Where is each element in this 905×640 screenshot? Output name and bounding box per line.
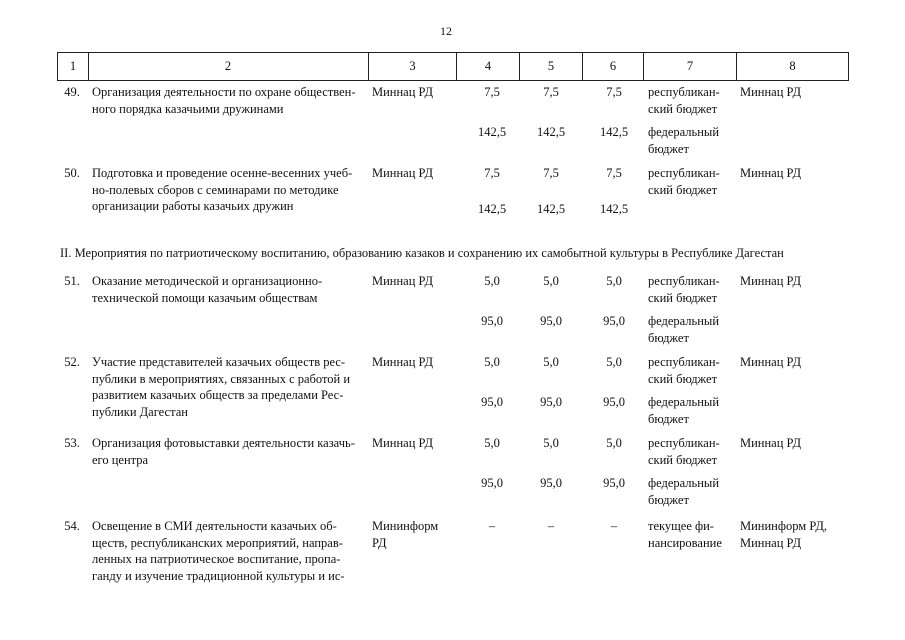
row-value-col6: 142,5 <box>599 125 629 139</box>
row-value-col4: 95,0 <box>481 395 503 409</box>
row-value-col5: – <box>547 519 555 533</box>
row-description-line: его центра <box>92 452 149 467</box>
header-bottom-rule <box>57 80 849 81</box>
row-funding-source: текущее фи- <box>648 519 714 533</box>
row-value-col5: 95,0 <box>540 476 562 490</box>
row-value-col5: 5,0 <box>543 355 559 369</box>
row-number: 52. <box>64 355 80 369</box>
row-funding-source: республикан- <box>648 436 720 450</box>
row-funding-source: бюджет <box>648 141 689 156</box>
header-col-4: 4 <box>457 52 520 80</box>
row-responsible: Миннац РД <box>740 535 802 550</box>
row-value-col4: 95,0 <box>481 476 503 490</box>
header-col-5: 5 <box>520 52 583 80</box>
row-funding-source: нансирование <box>648 535 722 550</box>
row-value-col5: 7,5 <box>543 166 559 180</box>
header-col-2: 2 <box>88 52 369 80</box>
row-value-col5: 7,5 <box>543 85 559 99</box>
row-description-line: ществ, республиканских мероприятий, направ- <box>92 535 343 550</box>
row-value-col4: – <box>488 519 496 533</box>
row-executor: Миннац РД <box>372 85 434 99</box>
header-col-8: 8 <box>737 52 849 80</box>
row-description-line: публики в мероприятиях, связанных с работой и <box>92 371 351 386</box>
row-description-line: организации работы казачьих дружин <box>92 199 294 213</box>
header-col-6: 6 <box>583 52 644 80</box>
row-value-col6: – <box>610 519 618 533</box>
row-value-col6: 95,0 <box>603 314 625 328</box>
header-col-7: 7 <box>644 52 737 80</box>
row-number: 49. <box>64 85 80 99</box>
row-description-line: Оказание методической и организационно- <box>92 274 323 288</box>
row-funding-source: ский бюджет <box>648 452 718 467</box>
row-description-line: ного порядка казачьими дружинами <box>92 101 284 116</box>
row-value-col6: 5,0 <box>606 436 622 450</box>
row-funding-source: республикан- <box>648 166 720 180</box>
row-value-col4: 7,5 <box>484 166 500 180</box>
row-funding-source: федеральный <box>648 476 720 490</box>
row-description-line: Подготовка и проведение осенне-весенних учеб- <box>92 166 353 180</box>
header-col-1: 1 <box>57 52 89 80</box>
row-value-col6: 5,0 <box>606 274 622 288</box>
row-value-col6: 95,0 <box>603 395 625 409</box>
row-value-col5: 95,0 <box>540 395 562 409</box>
row-description-line: Освещение в СМИ деятельности казачьих об- <box>92 519 337 533</box>
row-description-line: публики Дагестан <box>92 404 188 419</box>
page-number: 12 <box>440 24 452 38</box>
row-responsible: Миннац РД <box>740 85 802 99</box>
row-value-col4: 142,5 <box>477 202 507 216</box>
row-value-col4: 5,0 <box>484 274 500 288</box>
row-executor: Миннац РД <box>372 355 434 369</box>
row-description-line: Организация деятельности по охране обществен- <box>92 85 356 99</box>
row-value-col4: 5,0 <box>484 355 500 369</box>
row-funding-source: республикан- <box>648 274 720 288</box>
row-funding-source: федеральный <box>648 125 720 139</box>
row-funding-source: бюджет <box>648 330 689 345</box>
row-description-line: технической помощи казачьим обществам <box>92 290 318 305</box>
row-value-col4: 7,5 <box>484 85 500 99</box>
row-responsible: Миннац РД <box>740 166 802 180</box>
row-funding-source: ский бюджет <box>648 101 718 116</box>
row-value-col5: 95,0 <box>540 314 562 328</box>
row-funding-source: ский бюджет <box>648 182 718 197</box>
row-number: 51. <box>64 274 80 288</box>
row-funding-source: республикан- <box>648 355 720 369</box>
row-value-col5: 5,0 <box>543 436 559 450</box>
row-description-line: но-полевых сборов с семинарами по методике <box>92 182 339 197</box>
row-funding-source: бюджет <box>648 492 689 507</box>
row-executor: Миннац РД <box>372 166 434 180</box>
row-value-col6: 95,0 <box>603 476 625 490</box>
row-funding-source: ский бюджет <box>648 290 718 305</box>
row-description-line: ганду и изучение традиционной культуры и ис- <box>92 568 345 583</box>
header-col-3: 3 <box>369 52 457 80</box>
row-value-col4: 142,5 <box>477 125 507 139</box>
row-value-col4: 5,0 <box>484 436 500 450</box>
row-value-col5: 5,0 <box>543 274 559 288</box>
row-number: 50. <box>64 166 80 180</box>
row-description-line: Участие представителей казачьих обществ рес- <box>92 355 346 369</box>
row-executor: Миннац РД <box>372 436 434 450</box>
row-value-col5: 142,5 <box>536 125 566 139</box>
row-number: 54. <box>64 519 80 533</box>
row-value-col5: 142,5 <box>536 202 566 216</box>
row-executor: Миннац РД <box>372 274 434 288</box>
row-executor: РД <box>372 535 387 550</box>
row-responsible: Миннац РД <box>740 274 802 288</box>
row-description-line: ленных на патриотическое воспитание, пропа- <box>92 552 341 566</box>
section-title: II. Мероприятия по патриотическому воспитанию, образованию казаков и сохранению их самобытной культуры в Республике Дагестан <box>60 246 784 260</box>
row-value-col6: 5,0 <box>606 355 622 369</box>
row-funding-source: ский бюджет <box>648 371 718 386</box>
row-funding-source: республикан- <box>648 85 720 99</box>
row-value-col6: 7,5 <box>606 166 622 180</box>
row-value-col6: 7,5 <box>606 85 622 99</box>
row-description-line: развитием казачьих обществ за пределами Рес- <box>92 388 344 402</box>
row-description-line: Организация фотовыставки деятельности казачь- <box>92 436 355 450</box>
row-responsible: Мининформ РД, <box>740 519 827 533</box>
row-number: 53. <box>64 436 80 450</box>
row-value-col4: 95,0 <box>481 314 503 328</box>
row-funding-source: бюджет <box>648 411 689 426</box>
row-responsible: Миннац РД <box>740 355 802 369</box>
row-funding-source: федеральный <box>648 395 720 409</box>
row-executor: Мининформ <box>372 519 439 533</box>
row-responsible: Миннац РД <box>740 436 802 450</box>
row-funding-source: федеральный <box>648 314 720 328</box>
row-value-col6: 142,5 <box>599 202 629 216</box>
